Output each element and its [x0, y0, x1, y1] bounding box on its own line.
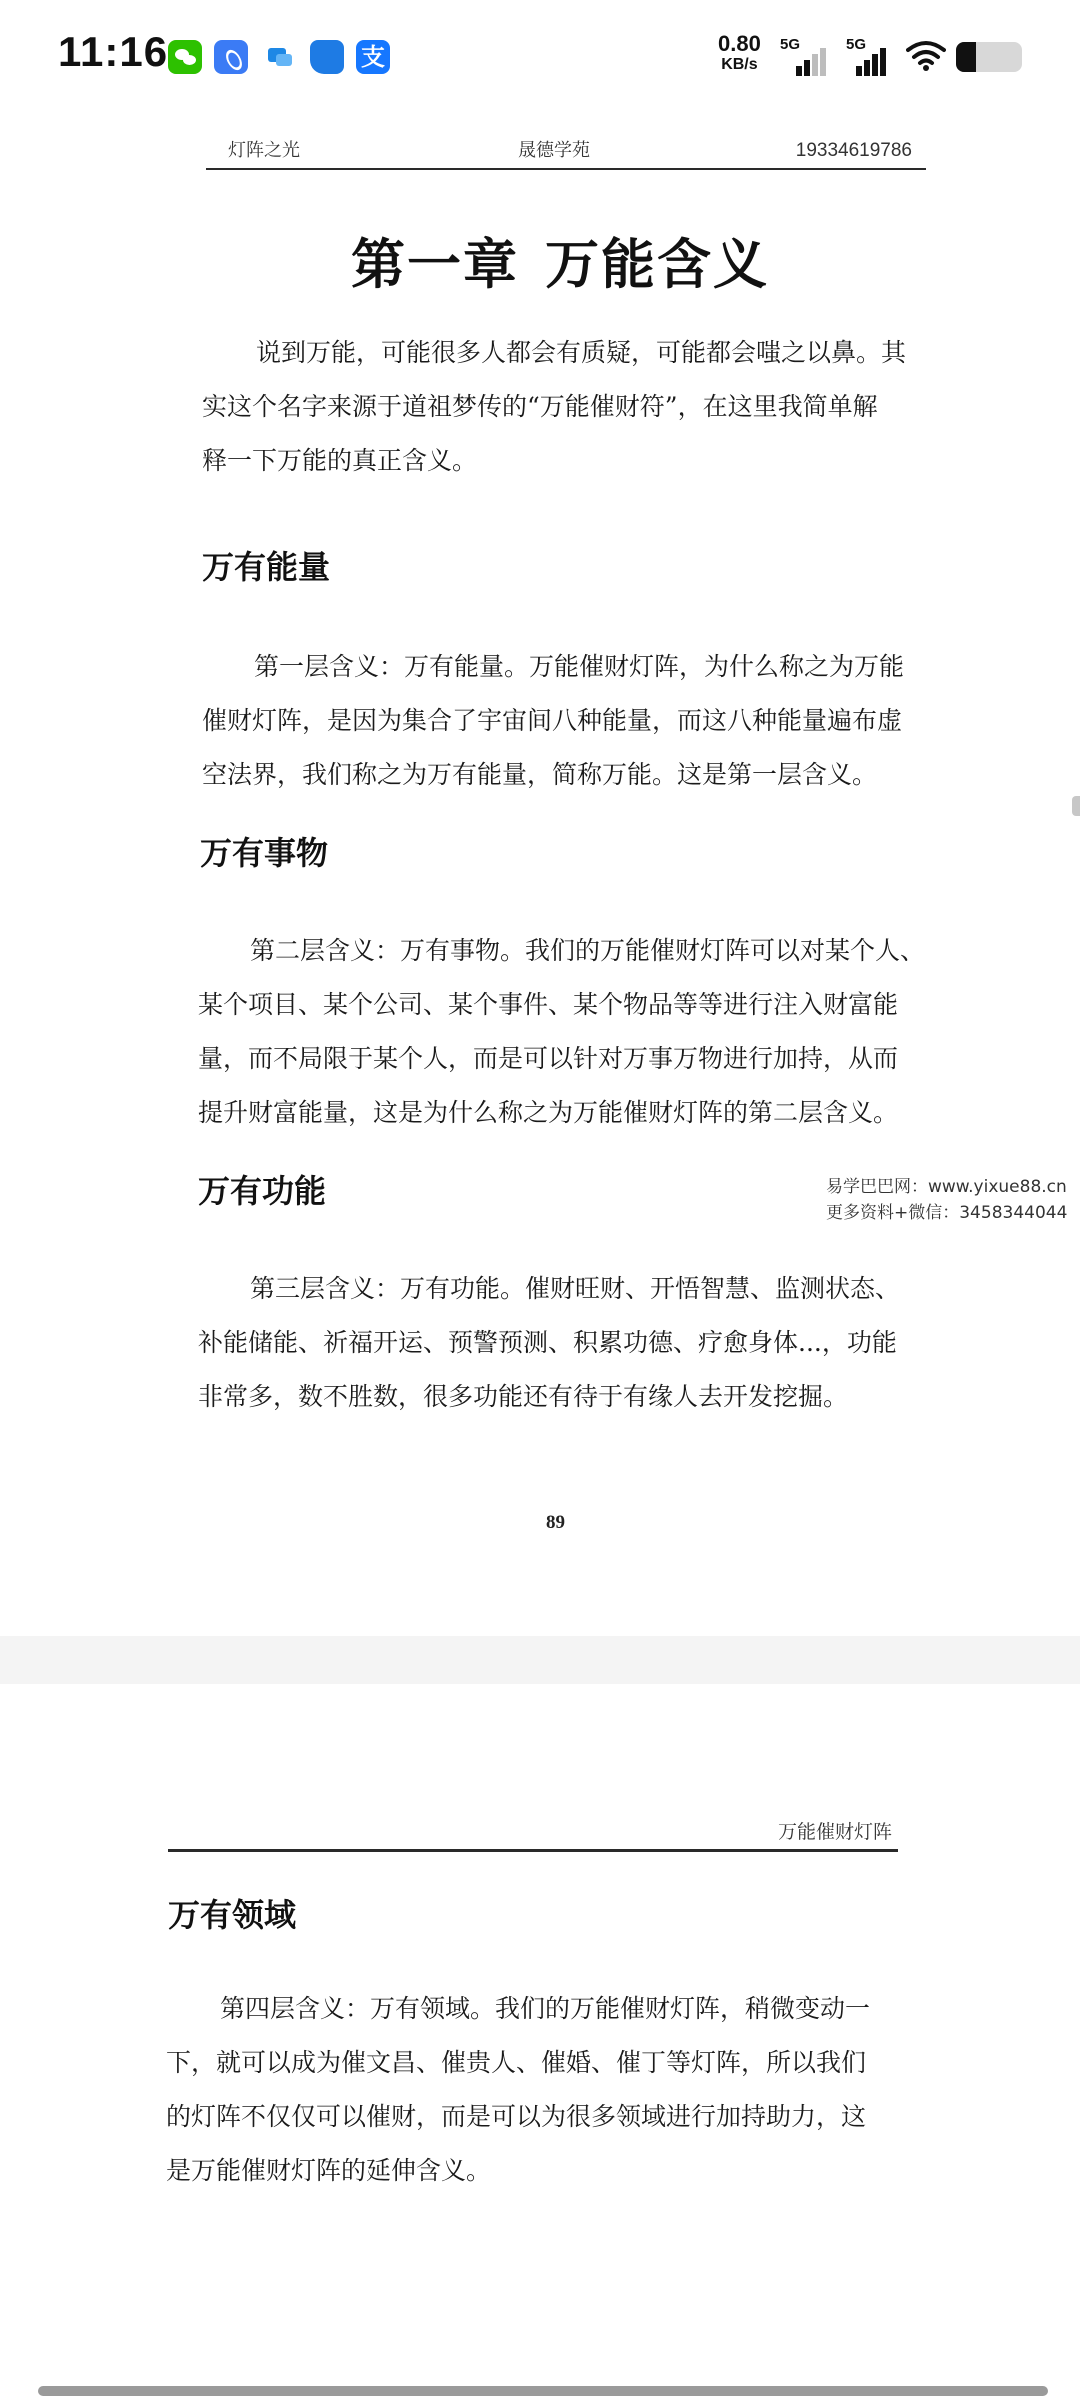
document-page [0, 116, 1080, 1636]
paragraph-line: 提升财富能量，这是为什么称之为万能催财灯阵的第二层含义。 [198, 1098, 899, 1127]
paragraph-line: 的灯阵不仅仅可以催财，而是可以为很多领域进行加持助力，这 [166, 2102, 867, 2131]
section-paragraph [198, 924, 925, 1140]
wifi-icon [906, 40, 946, 72]
section-heading: 万有领域 [168, 1896, 297, 1934]
network-speed-unit: KB/s [721, 56, 758, 73]
cellular-signal-icon [780, 36, 828, 76]
signal-type-label: 5G [846, 36, 867, 53]
section-heading: 万有事物 [200, 834, 329, 872]
header-phone-number: 19334619786 [795, 140, 912, 161]
paragraph-line: 某个项目、某个公司、某个事件、某个物品等等进行注入财富能 [198, 990, 899, 1019]
section-heading: 万有功能 [198, 1172, 327, 1210]
signal-type-label: 5G [780, 36, 801, 53]
watermark-line: 易学巴巴网：www.yixue88.cn [826, 1177, 1067, 1197]
page-number: 89 [546, 1512, 565, 1533]
files-icon [310, 40, 344, 74]
watermark-line: 更多资料+微信：3458344044 [826, 1203, 1068, 1223]
scroll-handle[interactable] [1072, 796, 1080, 816]
paragraph-line: 空法界，我们称之为万有能量，简称万能。这是第一层含义。 [202, 760, 878, 789]
chapter-title [0, 222, 1080, 299]
header-left-text: 灯阵之光 [228, 140, 300, 161]
section-paragraph [198, 1262, 900, 1424]
paragraph-line: 实这个名字来源于道祖梦传的“万能催财符”，在这里我简单解 [202, 392, 878, 421]
paragraph-line: 是万能催财灯阵的延伸含义。 [166, 2156, 492, 2185]
section-paragraph [166, 1982, 870, 2198]
intro-paragraph [202, 326, 906, 488]
paragraph-line: 第二层含义：万有事物。我们的万能催财灯阵可以对某个人、 [250, 936, 926, 965]
paragraph-line: 催财灯阵，是因为集合了宇宙间八种能量，而这八种能量遍布虚 [202, 706, 903, 735]
paragraph-line: 说到万能，可能很多人都会有质疑，可能都会嗤之以鼻。其 [256, 338, 907, 367]
paragraph-line: 释一下万能的真正含义。 [202, 446, 478, 475]
status-bar [0, 0, 1080, 116]
network-speed-value: 0.80 [718, 31, 761, 56]
document-page [0, 1684, 1080, 2400]
section-heading: 万有能量 [202, 548, 331, 586]
cellular-signal-icon [846, 36, 894, 76]
paragraph-line: 非常多，数不胜数，很多功能还有待于有缘人去开发挖掘。 [198, 1382, 849, 1411]
paragraph-line: 下，就可以成为催文昌、催贵人、催婚、催丁等灯阵，所以我们 [166, 2048, 867, 2077]
wechat-icon [168, 40, 202, 74]
alipay-icon: 支 [356, 40, 390, 74]
chapter-name: 万能含义 [545, 232, 769, 296]
network-speed [718, 32, 761, 74]
section-paragraph [202, 640, 904, 802]
paragraph-line: 补能储能、祈福开运、预警预测、积累功德、疗愈身体...，功能 [198, 1328, 897, 1357]
page-separator [0, 1636, 1080, 1684]
battery-icon [956, 42, 1022, 72]
browser-icon [214, 40, 248, 74]
chapter-number: 第一章 [351, 232, 519, 296]
paragraph-line: 第四层含义：万有领域。我们的万能催财灯阵，稍微变动一 [220, 1994, 871, 2023]
page-header [168, 1812, 898, 1852]
header-right-text: 万能催财灯阵 [777, 1821, 892, 1843]
cloud-icon [262, 40, 296, 74]
watermark [826, 1174, 1067, 1226]
paragraph-line: 第一层含义：万有能量。万能催财灯阵，为什么称之为万能 [254, 652, 905, 681]
page-header [206, 130, 926, 170]
home-indicator[interactable] [38, 2386, 1048, 2396]
paragraph-line: 量，而不局限于某个人，而是可以针对万事万物进行加持，从而 [198, 1044, 899, 1073]
paragraph-line: 第三层含义：万有功能。催财旺财、开悟智慧、监测状态、 [250, 1274, 901, 1303]
header-center-text: 晟德学苑 [518, 140, 590, 161]
status-time: 11:16 [58, 28, 169, 75]
